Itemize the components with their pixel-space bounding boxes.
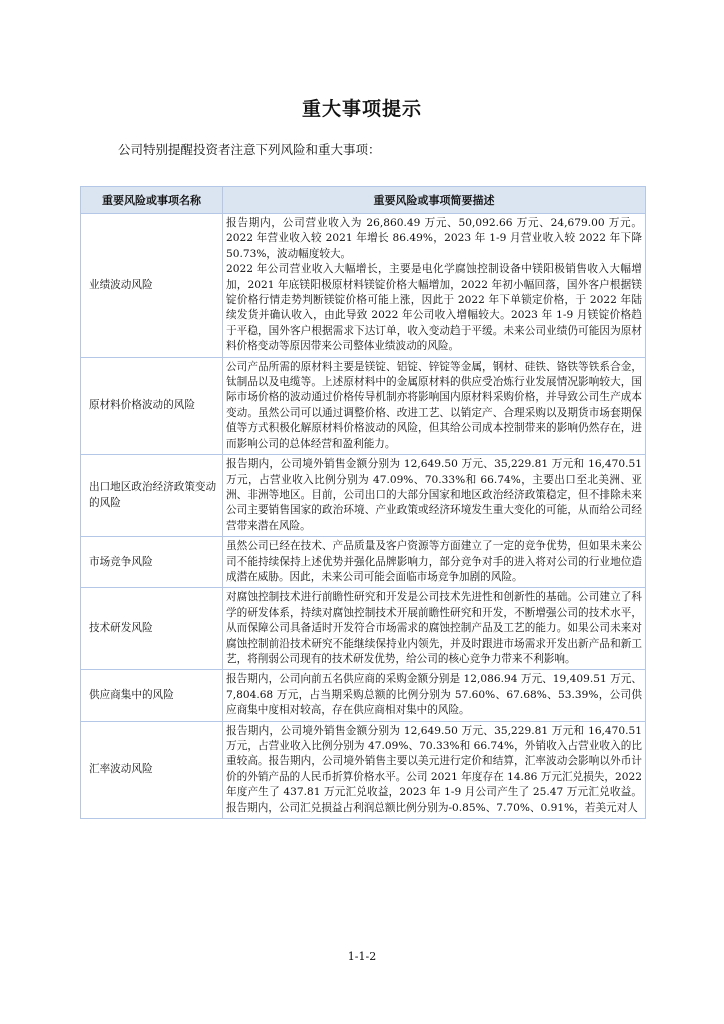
table-row <box>81 537 646 588</box>
table-row <box>81 455 646 537</box>
table-row <box>81 588 646 670</box>
table-header-row <box>81 187 646 214</box>
header-risk-name: 重要风险或事项名称 <box>81 187 223 214</box>
description-paragraph: 2022 年公司营业收入大幅增长，主要是电化学腐蚀控制设备中镁阳极销售收入大幅增加，2021 年底镁阳极原材料镁锭价格大幅增加，2022 年初小幅回落，国外客户根据镁锭价格行情走势判断镁锭价格可能上涨，因此于 2022 年下单锁定价格，于 2022 年陆续发货并确认收入，由此导致 2022 年公司收入增幅较大。2023 年 1-9 月镁锭价格趋于平稳，国外客户根据需求下达订单，收入变动趋于平缓。未来公司业绩仍可能因为原材料价格变动等原因带来公司整体业绩波动的风险。 <box>226 263 642 353</box>
description-paragraph: 公司产品所需的原材料主要是镁锭、铝锭、锌锭等金属，钢材、硅铁、铬铁等铁系合金，钛制品以及电缆等。上述原材料中的金属原材料的供应受冶炼行业发展情况影响较大，国际市场价格的波动通过价格传导机制亦将影响国内原材料采购价格，并导致公司生产成本变动。虽然公司可以通过调整价格、改进工艺、以销定产、合理采购以及期货市场套期保值等方式积极化解原材料价格波动的风险，但其给公司成本控制带来的影响仍然存在，进而影响公司的总体经营和盈利能力。 <box>226 360 642 450</box>
page-title: 重大事项提示 <box>301 98 422 120</box>
header-risk-description: 重要风险或事项简要描述 <box>223 187 646 214</box>
risk-description <box>223 214 646 358</box>
risk-name: 市场竞争风险 <box>81 537 223 588</box>
risk-table <box>80 186 646 819</box>
risk-name: 原材料价格波动的风险 <box>81 357 223 454</box>
risk-name: 技术研发风险 <box>81 588 223 670</box>
intro-text: 公司特别提醒投资者注意下列风险和重大事项： <box>118 142 381 157</box>
risk-name: 出口地区政治经济政策变动的风险 <box>81 455 223 537</box>
description-paragraph: 对腐蚀控制技术进行前瞻性研究和开发是公司技术先进性和创新性的基础。公司建立了科学的研发体系，持续对腐蚀控制技术开展前瞻性研究和开发，不断增强公司的技术水平，从而保障公司具备适时开发符合市场需求的腐蚀控制产品及工艺的能力。如果公司未来对腐蚀控制前沿技术研究不能继续保持业内领先，并及时跟进市场需求开发出新产品和新工艺，将削弱公司现有的技术研发优势，给公司的核心竞争力带来不利影响。 <box>226 591 642 665</box>
risk-description <box>223 588 646 670</box>
description-paragraph: 报告期内，公司境外销售金额分别为 12,649.50 万元、35,229.81 万元和 16,470.51 万元，占营业收入比例分别为 47.09%、70.33%和 66.74%，主要出口至北美洲、亚洲、非洲等地区。目前，公司出口的大部分国家和地区政治经济政策稳定，但不排除未来公司主要销售国家的政治环境、产业政策或经济环境发生重大变化的可能，从而给公司经营带来潜在风险。 <box>226 458 642 532</box>
risk-name: 业绩波动风险 <box>81 214 223 358</box>
risk-description <box>223 670 646 721</box>
description-paragraph: 虽然公司已经在技术、产品质量及客户资源等方面建立了一定的竞争优势，但如果未来公司不能持续保持上述优势并强化品牌影响力，部分竞争对手的进入将对公司的行业地位造成潜在威胁。因此，未来公司可能会面临市场竞争加剧的风险。 <box>226 540 642 583</box>
table-row <box>81 357 646 454</box>
table-row <box>81 721 646 818</box>
risk-description <box>223 537 646 588</box>
page-number: 1-1-2 <box>347 950 377 963</box>
description-paragraph: 报告期内，公司营业收入为 26,860.49 万元、50,092.66 万元、24,679.00 万元。2022 年营业收入较 2021 年增长 86.49%，2023 年 1-9 月营业收入较 2022 年下降 50.73%，波动幅度较大。 <box>226 217 642 260</box>
risk-name: 供应商集中的风险 <box>81 670 223 721</box>
risk-description <box>223 357 646 454</box>
table-row <box>81 670 646 721</box>
table-row <box>81 214 646 358</box>
description-paragraph: 报告期内，公司境外销售金额分别为 12,649.50 万元、35,229.81 万元和 16,470.51 万元，占营业收入比例分别为 47.09%、70.33%和 66.74%，外销收入占营业收入的比重较高。报告期内，公司境外销售主要以美元进行定价和结算，汇率波动会影响以外币计价的外销产品的人民币折算价格水平。公司 2021 年度存在 14.86 万元汇兑损失，2022 年度产生了 437.81 万元汇兑收益，2023 年 1-9 月公司产生了 25.47 万元汇兑收益。报告期内，公司汇兑损益占利润总额比例分别为-0.85%、7.70%、0.91%，若美元对人 <box>226 724 642 814</box>
risk-description <box>223 455 646 537</box>
risk-description <box>223 721 646 818</box>
description-paragraph: 报告期内，公司向前五名供应商的采购金额分别是 12,086.94 万元、19,409.51 万元、7,804.68 万元，占当期采购总额的比例分别为 57.60%、67.68%、53.39%，公司供应商集中度相对较高，存在供应商相对集中的风险。 <box>226 673 642 717</box>
risk-name: 汇率波动风险 <box>81 721 223 818</box>
